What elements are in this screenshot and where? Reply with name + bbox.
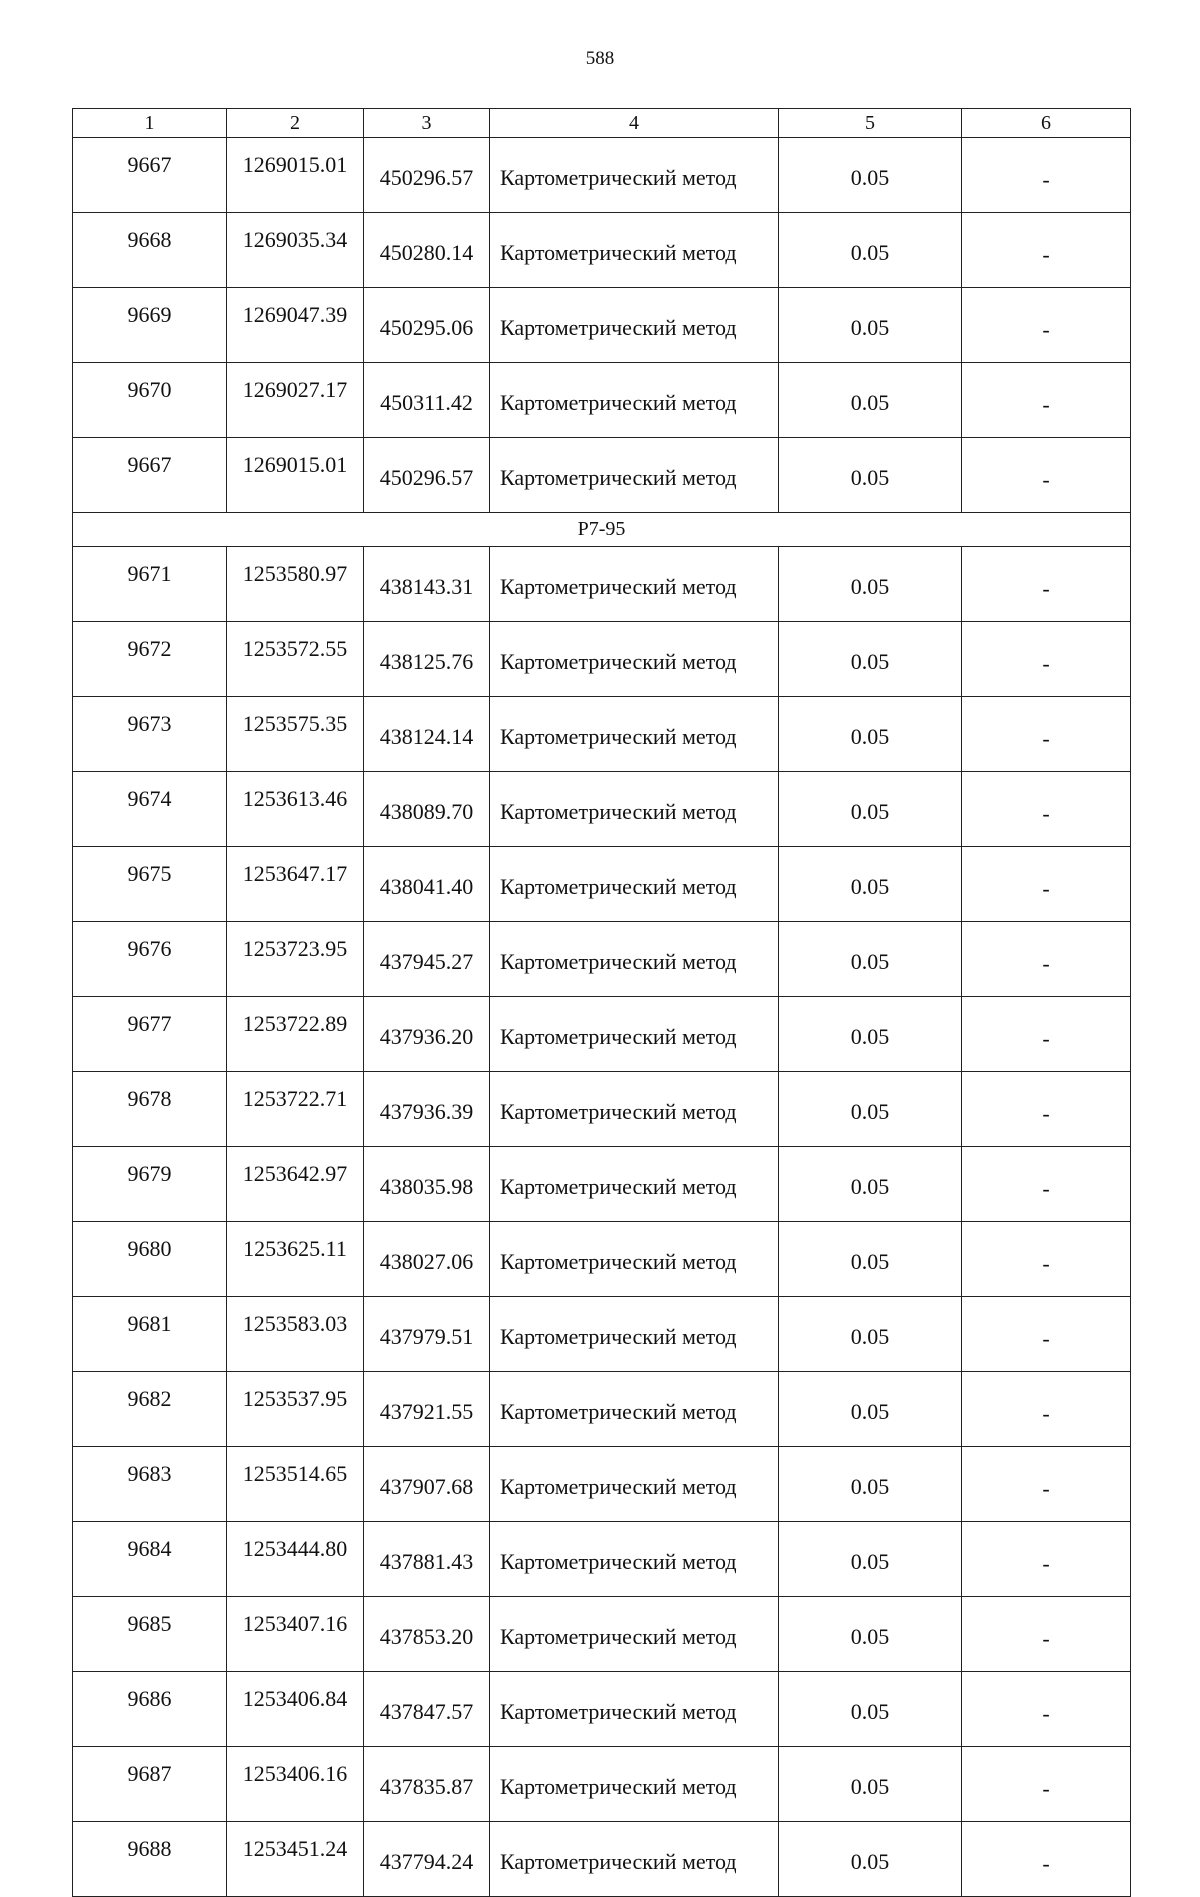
note-cell: -: [962, 288, 1131, 363]
y-coordinate-cell: 438035.98: [364, 1147, 490, 1222]
accuracy-cell: 0.05: [779, 1222, 962, 1297]
note-cell: -: [962, 213, 1131, 288]
method-cell: Картометрический метод: [490, 1297, 779, 1372]
table-row: [73, 847, 1131, 922]
coordinates-table: [72, 108, 1131, 1897]
x-coordinate-cell: 1269015.01: [227, 438, 364, 513]
table-row: [73, 997, 1131, 1072]
x-coordinate-cell: 1253722.89: [227, 997, 364, 1072]
method-cell: Картометрический метод: [490, 1747, 779, 1822]
x-coordinate-cell: 1253580.97: [227, 547, 364, 622]
point-number-cell: 9680: [73, 1222, 227, 1297]
y-coordinate-cell: 450311.42: [364, 363, 490, 438]
table-row: [73, 1522, 1131, 1597]
point-number-cell: 9671: [73, 547, 227, 622]
method-cell: Картометрический метод: [490, 922, 779, 997]
table-row: [73, 1822, 1131, 1897]
method-cell: Картометрический метод: [490, 772, 779, 847]
x-coordinate-cell: 1269035.34: [227, 213, 364, 288]
method-cell: Картометрический метод: [490, 1372, 779, 1447]
note-cell: -: [962, 772, 1131, 847]
point-number-cell: 9672: [73, 622, 227, 697]
table-row: [73, 1372, 1131, 1447]
note-cell: -: [962, 1297, 1131, 1372]
point-number-cell: 9683: [73, 1447, 227, 1522]
point-number-cell: 9675: [73, 847, 227, 922]
method-cell: Картометрический метод: [490, 1672, 779, 1747]
table-row: [73, 1672, 1131, 1747]
note-cell: -: [962, 1222, 1131, 1297]
accuracy-cell: 0.05: [779, 438, 962, 513]
note-cell: -: [962, 622, 1131, 697]
x-coordinate-cell: 1269015.01: [227, 138, 364, 213]
x-coordinate-cell: 1253575.35: [227, 697, 364, 772]
accuracy-cell: 0.05: [779, 1747, 962, 1822]
column-header: 2: [227, 109, 364, 138]
table-row: [73, 1447, 1131, 1522]
accuracy-cell: 0.05: [779, 1372, 962, 1447]
y-coordinate-cell: 437979.51: [364, 1297, 490, 1372]
header-row: [73, 109, 1131, 138]
table-row: [73, 138, 1131, 213]
point-number-cell: 9679: [73, 1147, 227, 1222]
note-cell: -: [962, 1372, 1131, 1447]
method-cell: Картометрический метод: [490, 697, 779, 772]
y-coordinate-cell: 437936.39: [364, 1072, 490, 1147]
x-coordinate-cell: 1253572.55: [227, 622, 364, 697]
accuracy-cell: 0.05: [779, 697, 962, 772]
note-cell: -: [962, 1147, 1131, 1222]
table-row: [73, 1072, 1131, 1147]
table-row: [73, 288, 1131, 363]
y-coordinate-cell: 437945.27: [364, 922, 490, 997]
x-coordinate-cell: 1269047.39: [227, 288, 364, 363]
y-coordinate-cell: 438125.76: [364, 622, 490, 697]
note-cell: -: [962, 1672, 1131, 1747]
point-number-cell: 9678: [73, 1072, 227, 1147]
x-coordinate-cell: 1253723.95: [227, 922, 364, 997]
method-cell: Картометрический метод: [490, 1222, 779, 1297]
accuracy-cell: 0.05: [779, 772, 962, 847]
method-cell: Картометрический метод: [490, 1447, 779, 1522]
accuracy-cell: 0.05: [779, 1297, 962, 1372]
y-coordinate-cell: 437881.43: [364, 1522, 490, 1597]
column-header: 4: [490, 109, 779, 138]
x-coordinate-cell: 1253451.24: [227, 1822, 364, 1897]
method-cell: Картометрический метод: [490, 1522, 779, 1597]
point-number-cell: 9688: [73, 1822, 227, 1897]
y-coordinate-cell: 450280.14: [364, 213, 490, 288]
x-coordinate-cell: 1253406.16: [227, 1747, 364, 1822]
table-row: [73, 1147, 1131, 1222]
table-row: [73, 1597, 1131, 1672]
method-cell: Картометрический метод: [490, 438, 779, 513]
method-cell: Картометрический метод: [490, 1597, 779, 1672]
column-header: 6: [962, 109, 1131, 138]
point-number-cell: 9676: [73, 922, 227, 997]
note-cell: -: [962, 1447, 1131, 1522]
accuracy-cell: 0.05: [779, 922, 962, 997]
method-cell: Картометрический метод: [490, 288, 779, 363]
y-coordinate-cell: 438089.70: [364, 772, 490, 847]
page-number: 588: [585, 48, 615, 69]
x-coordinate-cell: 1253537.95: [227, 1372, 364, 1447]
point-number-cell: 9677: [73, 997, 227, 1072]
x-coordinate-cell: 1253406.84: [227, 1672, 364, 1747]
accuracy-cell: 0.05: [779, 1522, 962, 1597]
note-cell: -: [962, 997, 1131, 1072]
accuracy-cell: 0.05: [779, 363, 962, 438]
table-row: [73, 1222, 1131, 1297]
method-cell: Картометрический метод: [490, 363, 779, 438]
table-row: [73, 622, 1131, 697]
accuracy-cell: 0.05: [779, 1597, 962, 1672]
method-cell: Картометрический метод: [490, 847, 779, 922]
method-cell: Картометрический метод: [490, 547, 779, 622]
y-coordinate-cell: 450295.06: [364, 288, 490, 363]
accuracy-cell: 0.05: [779, 997, 962, 1072]
y-coordinate-cell: 450296.57: [364, 138, 490, 213]
section-title: P7-95: [73, 513, 1131, 547]
accuracy-cell: 0.05: [779, 1672, 962, 1747]
y-coordinate-cell: 437921.55: [364, 1372, 490, 1447]
note-cell: -: [962, 547, 1131, 622]
y-coordinate-cell: 438124.14: [364, 697, 490, 772]
accuracy-cell: 0.05: [779, 213, 962, 288]
table-row: [73, 1747, 1131, 1822]
accuracy-cell: 0.05: [779, 1447, 962, 1522]
x-coordinate-cell: 1253407.16: [227, 1597, 364, 1672]
x-coordinate-cell: 1253514.65: [227, 1447, 364, 1522]
x-coordinate-cell: 1253613.46: [227, 772, 364, 847]
point-number-cell: 9673: [73, 697, 227, 772]
table-row: [73, 363, 1131, 438]
table-row: [73, 1297, 1131, 1372]
y-coordinate-cell: 437853.20: [364, 1597, 490, 1672]
note-cell: -: [962, 1522, 1131, 1597]
accuracy-cell: 0.05: [779, 1147, 962, 1222]
point-number-cell: 9667: [73, 438, 227, 513]
x-coordinate-cell: 1253642.97: [227, 1147, 364, 1222]
y-coordinate-cell: 437794.24: [364, 1822, 490, 1897]
table-body: [73, 109, 1131, 1897]
x-coordinate-cell: 1253625.11: [227, 1222, 364, 1297]
method-cell: Картометрический метод: [490, 1822, 779, 1897]
y-coordinate-cell: 437907.68: [364, 1447, 490, 1522]
point-number-cell: 9674: [73, 772, 227, 847]
x-coordinate-cell: 1253647.17: [227, 847, 364, 922]
table-row: [73, 547, 1131, 622]
accuracy-cell: 0.05: [779, 547, 962, 622]
accuracy-cell: 0.05: [779, 288, 962, 363]
x-coordinate-cell: 1253583.03: [227, 1297, 364, 1372]
accuracy-cell: 0.05: [779, 138, 962, 213]
x-coordinate-cell: 1253444.80: [227, 1522, 364, 1597]
y-coordinate-cell: 438041.40: [364, 847, 490, 922]
note-cell: -: [962, 922, 1131, 997]
point-number-cell: 9670: [73, 363, 227, 438]
note-cell: -: [962, 1822, 1131, 1897]
column-header: 3: [364, 109, 490, 138]
section-title-row: [73, 513, 1131, 547]
x-coordinate-cell: 1269027.17: [227, 363, 364, 438]
note-cell: -: [962, 847, 1131, 922]
y-coordinate-cell: 437847.57: [364, 1672, 490, 1747]
note-cell: -: [962, 1747, 1131, 1822]
accuracy-cell: 0.05: [779, 1822, 962, 1897]
point-number-cell: 9685: [73, 1597, 227, 1672]
point-number-cell: 9668: [73, 213, 227, 288]
point-number-cell: 9684: [73, 1522, 227, 1597]
accuracy-cell: 0.05: [779, 622, 962, 697]
note-cell: -: [962, 1072, 1131, 1147]
point-number-cell: 9667: [73, 138, 227, 213]
note-cell: -: [962, 363, 1131, 438]
method-cell: Картометрический метод: [490, 213, 779, 288]
y-coordinate-cell: 438027.06: [364, 1222, 490, 1297]
column-header: 1: [73, 109, 227, 138]
accuracy-cell: 0.05: [779, 847, 962, 922]
method-cell: Картометрический метод: [490, 138, 779, 213]
point-number-cell: 9681: [73, 1297, 227, 1372]
method-cell: Картометрический метод: [490, 1147, 779, 1222]
note-cell: -: [962, 438, 1131, 513]
y-coordinate-cell: 438143.31: [364, 547, 490, 622]
y-coordinate-cell: 437936.20: [364, 997, 490, 1072]
point-number-cell: 9682: [73, 1372, 227, 1447]
x-coordinate-cell: 1253722.71: [227, 1072, 364, 1147]
method-cell: Картометрический метод: [490, 997, 779, 1072]
point-number-cell: 9669: [73, 288, 227, 363]
y-coordinate-cell: 437835.87: [364, 1747, 490, 1822]
note-cell: -: [962, 697, 1131, 772]
table-row: [73, 213, 1131, 288]
point-number-cell: 9686: [73, 1672, 227, 1747]
table-row: [73, 438, 1131, 513]
method-cell: Картометрический метод: [490, 622, 779, 697]
column-header: 5: [779, 109, 962, 138]
note-cell: -: [962, 138, 1131, 213]
table-row: [73, 697, 1131, 772]
point-number-cell: 9687: [73, 1747, 227, 1822]
accuracy-cell: 0.05: [779, 1072, 962, 1147]
note-cell: -: [962, 1597, 1131, 1672]
y-coordinate-cell: 450296.57: [364, 438, 490, 513]
method-cell: Картометрический метод: [490, 1072, 779, 1147]
table-row: [73, 772, 1131, 847]
table-row: [73, 922, 1131, 997]
